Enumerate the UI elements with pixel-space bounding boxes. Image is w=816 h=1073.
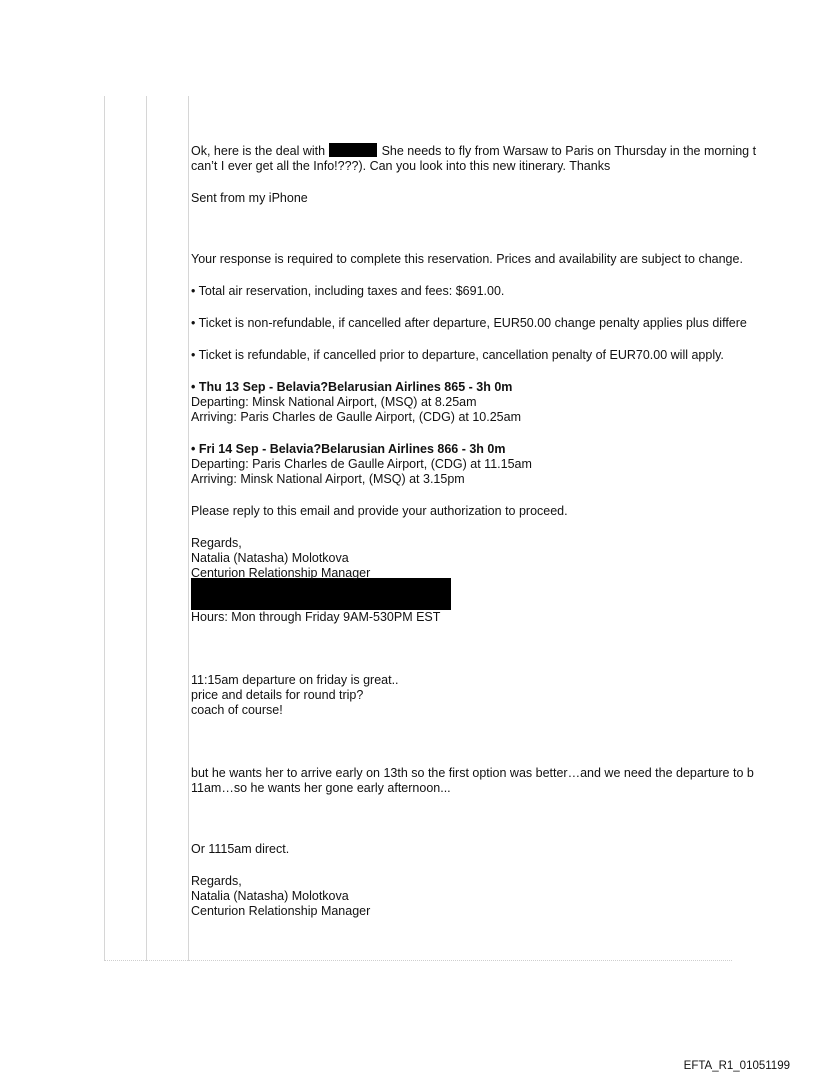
- reply-line: price and details for round trip?: [191, 688, 364, 702]
- regards-line: Regards,: [191, 536, 242, 550]
- message-line: can’t I ever get all the Info!???). Can you look into this new itinerary. Thanks: [191, 159, 611, 173]
- hours-line: Hours: Mon through Friday 9AM-530PM EST: [191, 610, 441, 624]
- reply-line: coach of course!: [191, 703, 283, 717]
- flight1-arriving: Arriving: Paris Charles de Gaulle Airport, (CDG) at 10.25am: [191, 410, 521, 424]
- flight2-title: • Fri 14 Sep - Belavia?Belarusian Airlines 866 - 3h 0m: [191, 442, 506, 456]
- regards-line: Regards,: [191, 874, 242, 888]
- reply-line: 11:15am departure on friday is great..: [191, 673, 399, 687]
- flight1-departing: Departing: Minsk National Airport, (MSQ) at 8.25am: [191, 395, 477, 409]
- table-border-inner-1: [146, 96, 147, 961]
- redaction-box: [191, 578, 451, 610]
- flight2-arriving: Arriving: Minsk National Airport, (MSQ) at 3.15pm: [191, 472, 465, 486]
- flight2-departing: Departing: Paris Charles de Gaulle Airport, (CDG) at 11.15am: [191, 457, 532, 471]
- reply-line: but he wants her to arrive early on 13th so the first option was better…and we need the departure to b: [191, 766, 754, 780]
- bullet-refundable: • Ticket is refundable, if cancelled prior to departure, cancellation penalty of EUR70.00 will apply.: [191, 348, 724, 362]
- signature-title: Centurion Relationship Manager: [191, 904, 371, 918]
- signature-name: Natalia (Natasha) Molotkova: [191, 889, 349, 903]
- document-id: EFTA_R1_01051199: [683, 1060, 790, 1072]
- bullet-nonrefundable: • Ticket is non-refundable, if cancelled after departure, EUR50.00 change penalty applies plus differe: [191, 316, 747, 330]
- flight1-title: • Thu 13 Sep - Belavia?Belarusian Airlines 865 - 3h 0m: [191, 380, 513, 394]
- signature-title: Centurion Relationship Manager: [191, 566, 371, 580]
- reply-line: Or 1115am direct.: [191, 842, 290, 856]
- signature-name: Natalia (Natasha) Molotkova: [191, 551, 349, 565]
- email-thread: [191, 143, 816, 919]
- message-line: Ok, here is the deal with She needs to fly from Warsaw to Paris on Thursday in the morning t: [191, 144, 757, 158]
- redaction-box: [329, 143, 377, 157]
- response-required-line: Your response is required to complete this reservation. Prices and availability are subject to change.: [191, 252, 743, 266]
- please-reply-line: Please reply to this email and provide your authorization to proceed.: [191, 504, 568, 518]
- table-border-inner-2: [188, 96, 189, 961]
- bullet-total: • Total air reservation, including taxes and fees: $691.00.: [191, 284, 505, 298]
- table-border-bottom: [104, 960, 732, 962]
- sent-from-line: Sent from my iPhone: [191, 191, 308, 205]
- reply-line: 11am…so he wants her gone early afternoon...: [191, 781, 451, 795]
- table-border-left: [104, 96, 105, 961]
